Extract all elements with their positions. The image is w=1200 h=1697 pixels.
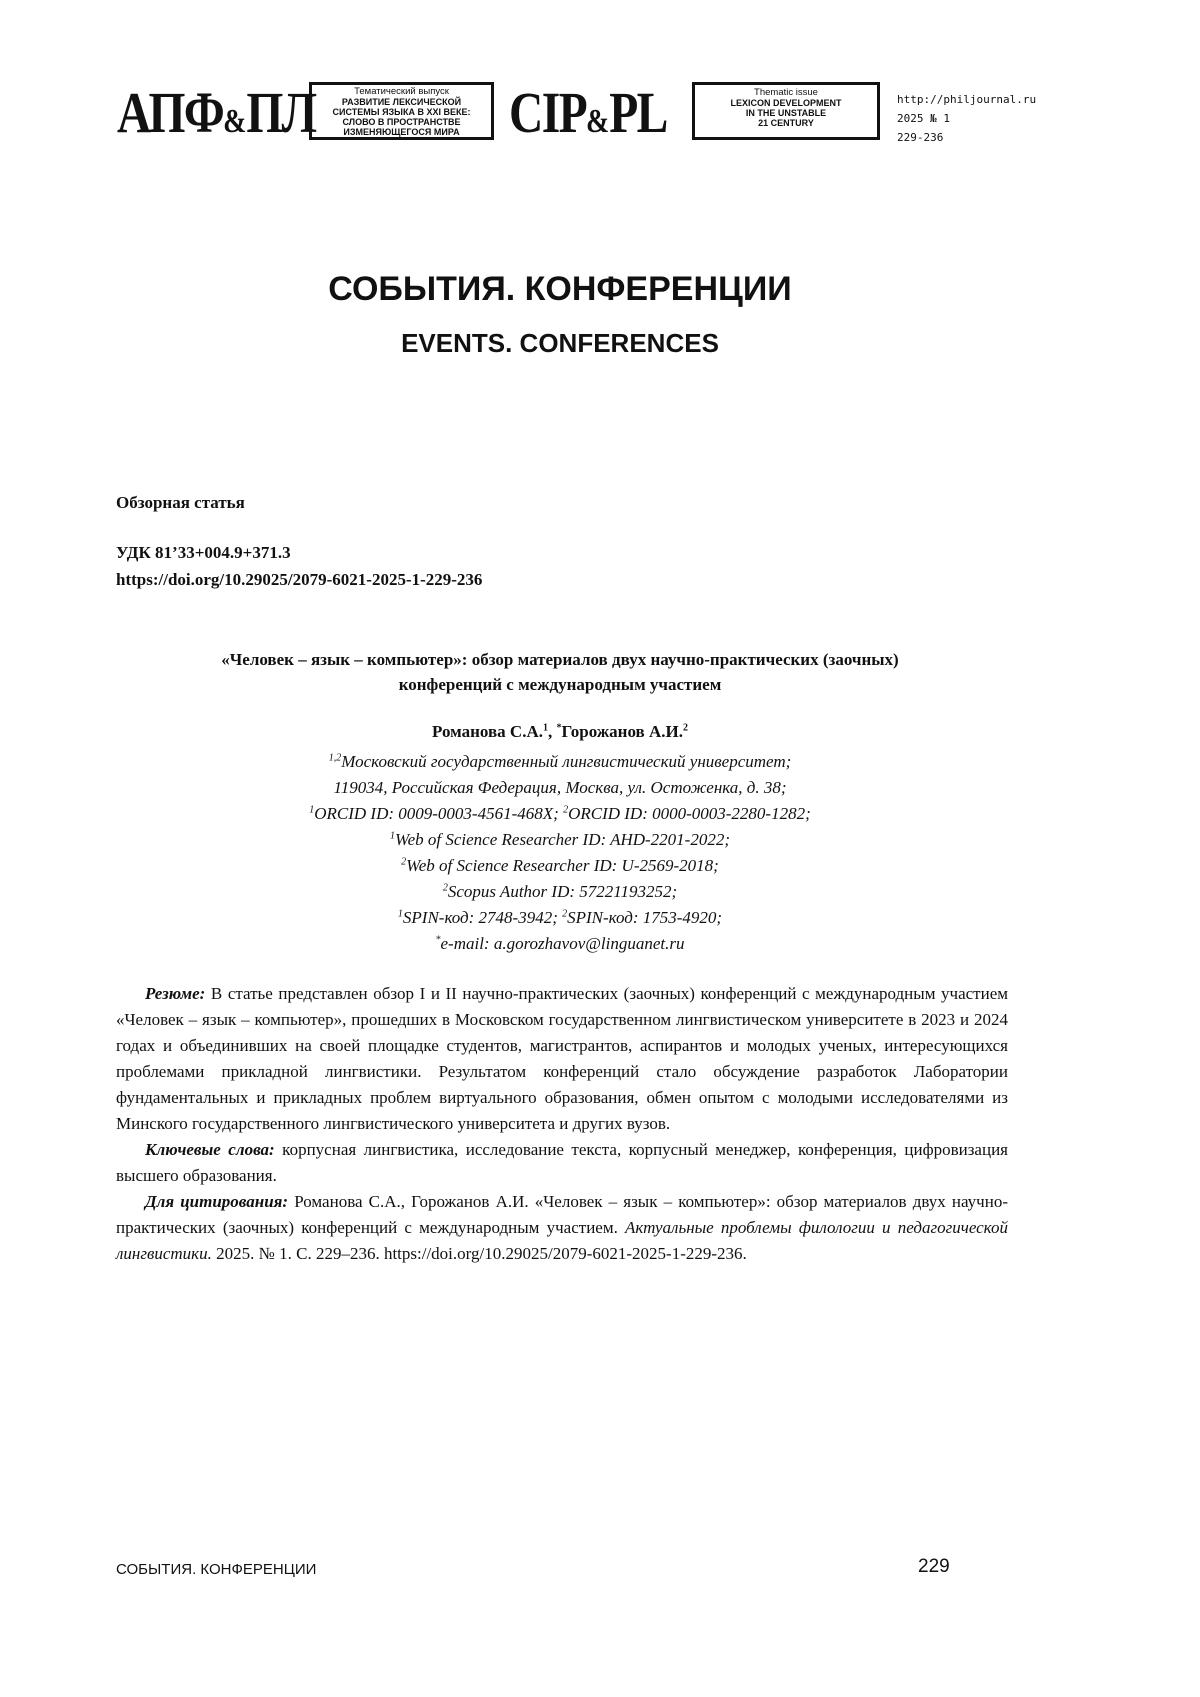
article-title-line: «Человек – язык – компьютер»: обзор материалов двух научно-практических (заочных) <box>221 650 899 669</box>
aff-sup: 2 <box>562 908 568 920</box>
page-number: 229 <box>918 1556 950 1577</box>
aff-sup: 1 <box>397 908 403 920</box>
affiliation-line <box>116 749 1004 775</box>
keywords-text: корпусная лингвистика, исследование текста, корпусный менеджер, конференция, цифровизация высшего образования. <box>116 1140 1008 1185</box>
logo-en-amp: & <box>585 103 610 140</box>
aff-text: SPIN-код: 1753-4920; <box>567 908 723 927</box>
article-title <box>116 647 1004 697</box>
logo-ru-amp: & <box>223 103 247 140</box>
footer-section: СОБЫТИЯ. КОНФЕРЕНЦИИ <box>116 1561 317 1578</box>
citation-journal: Актуальные проблемы филологии и педагогической лингвистики. <box>116 1218 1008 1263</box>
aff-sup: * <box>435 934 441 946</box>
aff-text: Московский государственный лингвистический университет; <box>341 752 792 771</box>
affiliation-line <box>116 905 1004 931</box>
aff-text: Web of Science Researcher ID: U-2569-2018; <box>406 856 719 875</box>
affiliation-line <box>116 775 1004 801</box>
citation-paragraph <box>116 1189 1008 1267</box>
doi-link[interactable]: https://doi.org/10.29025/2079-6021-2025-1-229-236 <box>116 570 483 589</box>
aff-text: Scopus Author ID: 57221193252; <box>447 882 678 901</box>
author-list <box>116 722 1004 742</box>
logo-en-main: CIP <box>509 80 586 145</box>
thematic-issue-box-ru <box>309 82 494 140</box>
udk-code: УДК 81’33+004.9+371.3 <box>116 543 291 562</box>
email-link[interactable]: e-mail: a.gorozhavov@linguanet.ru <box>440 934 685 953</box>
box-en-line: LEXICON DEVELOPMENT <box>730 98 842 108</box>
box-en-line: IN THE UNSTABLE <box>745 108 827 118</box>
aff-sup: 2 <box>442 882 448 894</box>
citation-tail: 2025. № 1. С. 229–236. https://doi.org/10.29025/2079-6021-2025-1-229-236. <box>211 1244 747 1263</box>
keywords-label: Ключевые слова: <box>145 1140 275 1159</box>
box-ru-line: РАЗВИТИЕ ЛЕКСИЧЕСКОЙ <box>341 97 462 107</box>
summary-text: В статье представлен обзор I и II научно-практических (заочных) конференций с международным участием «Человек – язык – компьютер», прошедших в Московском государственном лингвистическом университете в 2023 и 2024 годах и объединивших на своей площадке студентов, магистрантов, аспирантов и молодых ученых, интересующихся проблемами прикладной лингвистики. Результатом конференций стало обсуждение разработок Лаборатории фундаментальных и прикладных проблем виртуального образования, обмен опытом с молодыми исследователями из Минского государственного лингвистического университета и других вузов. <box>116 984 1008 1133</box>
author-sup: 2 <box>682 722 688 734</box>
journal-meta <box>897 90 1036 147</box>
summary-paragraph <box>116 981 1008 1137</box>
aff-sup: 1,2 <box>328 752 342 764</box>
author-sup: 1 <box>542 722 548 734</box>
logo-en-end: PL <box>609 80 667 145</box>
affiliations <box>116 749 1004 957</box>
corresponding-mark: * <box>556 722 562 734</box>
summary-label: Резюме: <box>145 984 206 1003</box>
abstract-block <box>116 981 1008 1267</box>
journal-url[interactable]: http://philjournal.ru <box>897 93 1037 106</box>
aff-sup: 2 <box>563 804 569 816</box>
journal-logo-en <box>509 78 667 148</box>
keywords-paragraph <box>116 1137 1008 1189</box>
journal-header <box>117 78 1037 148</box>
box-ru-line: СИСТЕМЫ ЯЗЫКА В XXI ВЕКЕ: <box>332 107 471 117</box>
article-type: Обзорная статья <box>116 493 245 512</box>
box-ru-line: ИЗМЕНЯЮЩЕГОСЯ МИРА <box>343 127 460 137</box>
author-name: Горожанов А.И. <box>561 722 683 741</box>
journal-pages: 229-236 <box>897 131 944 144</box>
thematic-issue-box-en <box>692 82 880 140</box>
aff-text: SPIN-код: 2748-3942; <box>402 908 558 927</box>
aff-text: ORCID ID: 0000-0003-2280-1282; <box>568 804 811 823</box>
section-title-ru: СОБЫТИЯ. КОНФЕРЕНЦИИ <box>328 270 792 308</box>
journal-issue: 2025 № 1 <box>897 112 950 125</box>
affiliation-line <box>116 879 1004 905</box>
aff-sup: 1 <box>389 830 395 842</box>
aff-text: Web of Science Researcher ID: AHD-2201-2022; <box>394 830 731 849</box>
affiliation-line <box>116 801 1004 827</box>
article-title-line: конференций с международным участием <box>398 675 722 694</box>
citation-label: Для цитирования: <box>145 1192 289 1211</box>
journal-logo-ru <box>117 78 315 148</box>
box-en-line: Thematic issue <box>754 87 818 98</box>
aff-sup: 2 <box>401 856 407 868</box>
citation-text: Романова С.А., Горожанов А.И. «Человек – язык – компьютер»: обзор материалов двух научно-практических (заочных) конференций с международным участием. <box>116 1192 1008 1237</box>
logo-ru-end: ПЛ <box>246 80 316 145</box>
author-name: Романова С.А. <box>432 722 543 741</box>
section-title-en: EVENTS. CONFERENCES <box>401 328 719 358</box>
box-en-line: 21 CENTURY <box>758 118 814 128</box>
aff-sup: 1 <box>309 804 315 816</box>
logo-ru-main: АПФ <box>117 80 224 145</box>
aff-text: ORCID ID: 0009-0003-4561-468X; <box>314 804 559 823</box>
aff-text: 119034, Российская Федерация, Москва, ул. Остоженка, д. 38; <box>333 778 787 797</box>
author-separator: , <box>547 722 557 741</box>
affiliation-line <box>116 827 1004 853</box>
box-ru-line: Тематический выпуск <box>354 86 449 97</box>
box-ru-line: СЛОВО В ПРОСТРАНСТВЕ <box>342 117 461 127</box>
affiliation-line <box>116 853 1004 879</box>
affiliation-line <box>116 931 1004 957</box>
